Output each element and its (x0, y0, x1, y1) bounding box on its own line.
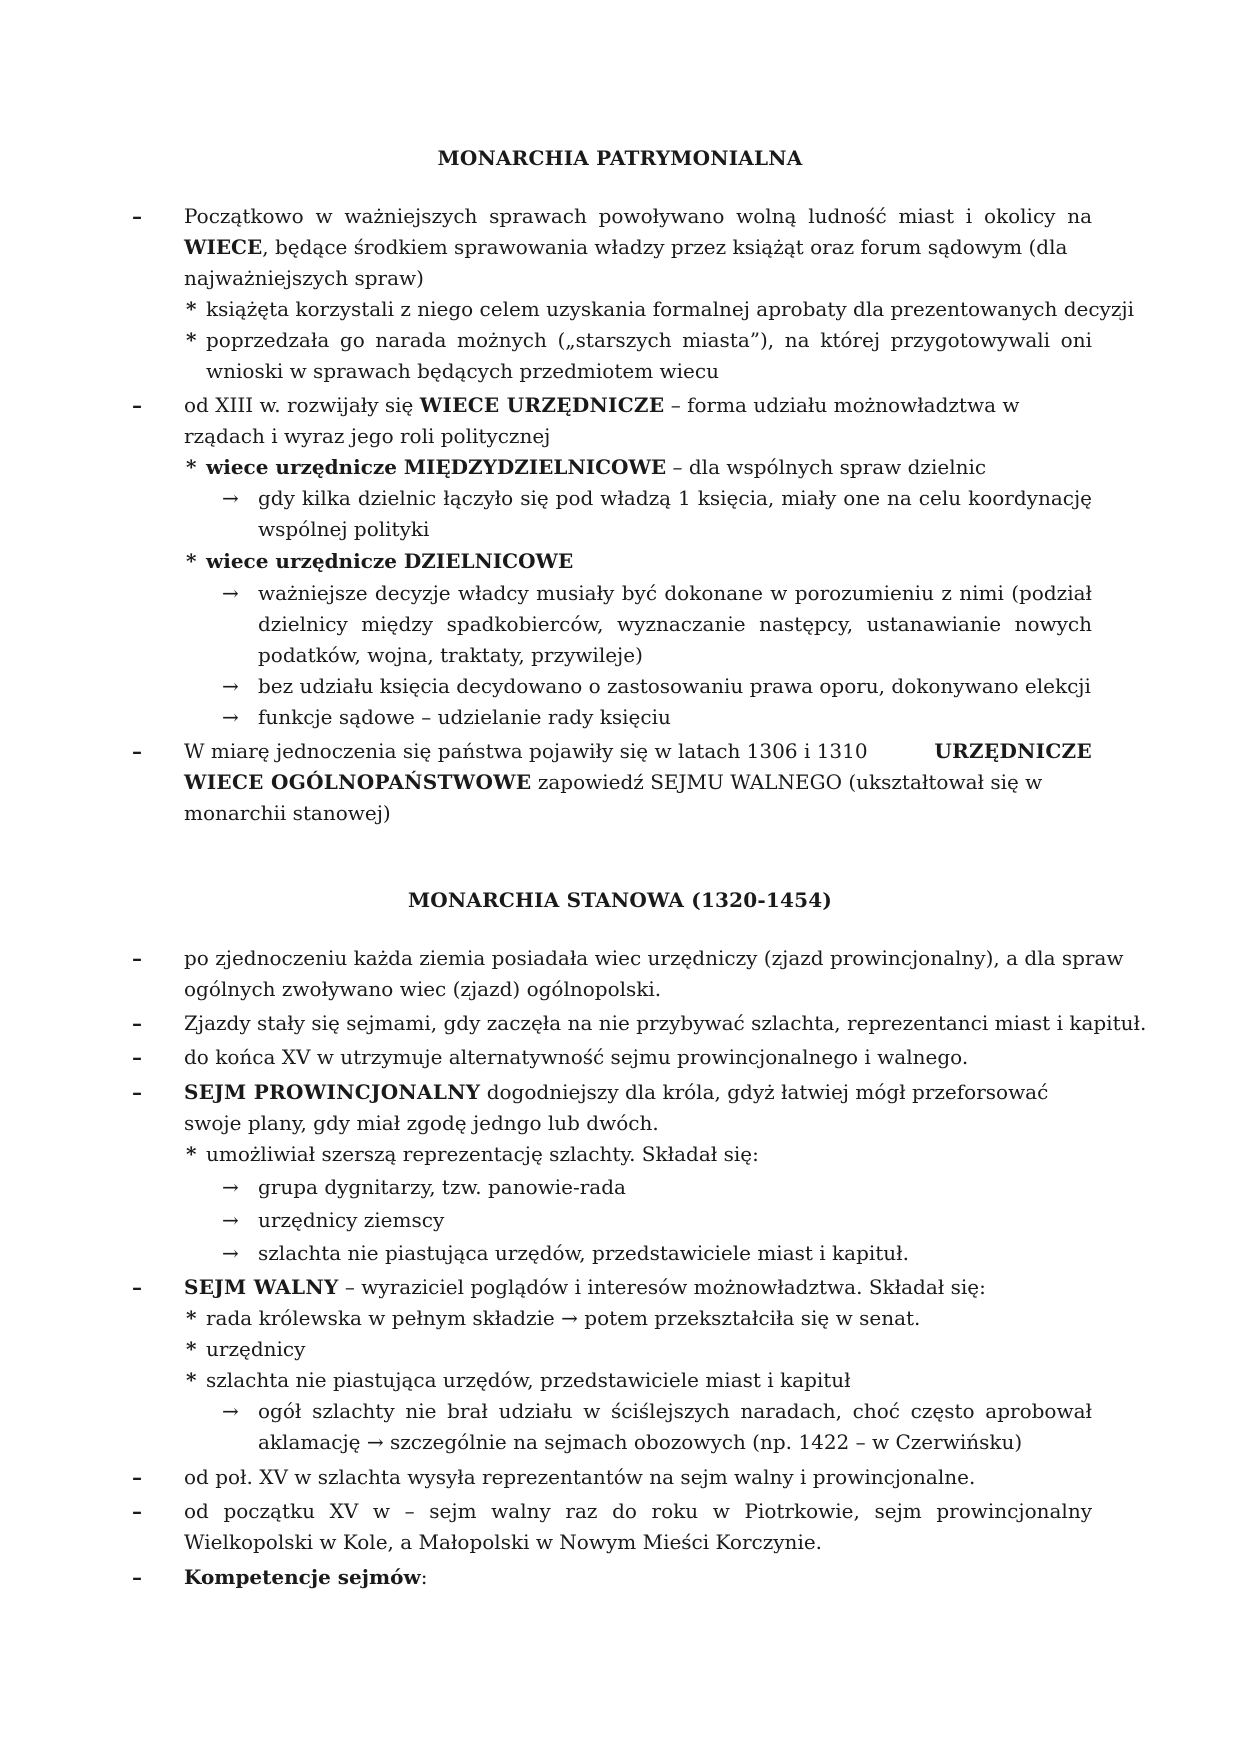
paragraph-line: od początku XV w – sejm walny raz do roku w Piotrkowie, sejm prowincjonalny (184, 1499, 1092, 1523)
paragraph-line (184, 770, 1042, 794)
star-bullet: * (186, 1368, 197, 1392)
list-item: grupa dygnitarzy, tzw. panowie-rada (258, 1175, 626, 1199)
paragraph-text: W miarę jednoczenia się państwa pojawiły się w latach 1306 i 1310 (184, 739, 868, 763)
term-wiece-urzednicze: WIECE URZĘDNICZE (419, 393, 665, 417)
paragraph-line: ogólnych zwoływano wiec (zjazd) ogólnopolski. (184, 977, 662, 1001)
paragraph-text: : (420, 1565, 428, 1589)
list-item-text: aklamację (258, 1430, 367, 1454)
paragraph-line: monarchii stanowej) (184, 801, 391, 825)
list-item: szlachta nie piastująca urzędów, przedstawiciele miast i kapituł. (258, 1241, 910, 1265)
list-item: funkcje sądowe – udzielanie rady księciu (258, 705, 671, 729)
paragraph-line: Zjazdy stały się sejmami, gdy zaczęła na nie przybywać szlachta, reprezentanci miast i kapituł. (184, 1011, 1147, 1035)
dash-bullet: – (132, 1275, 142, 1299)
term-wiece: WIECE (184, 235, 263, 259)
paragraph-line (184, 235, 1092, 259)
paragraph-line: Początkowo w ważniejszych sprawach powoływano wolną ludność miast i okolicy na (184, 204, 1092, 228)
arrow-bullet: → (222, 1208, 239, 1232)
list-item: ogół szlachty nie brał udziału w ściślejszych naradach, choć często aprobował (258, 1399, 1092, 1423)
arrow-bullet: → (222, 705, 239, 729)
term-sejm-walny: SEJM WALNY (184, 1275, 339, 1299)
arrow-bullet: → (222, 1399, 239, 1423)
paragraph-text: – wyraziciel poglądów i interesów możnowładztwa. Składał się: (338, 1275, 986, 1299)
section-title-monarchia-stanowa: MONARCHIA STANOWA (1320-1454) (407, 888, 833, 912)
paragraph-line (184, 1565, 427, 1589)
list-item: wspólnej polityki (258, 517, 430, 541)
list-item-text: szczególnie na sejmach obozowych (np. 1422 – w Czerwińsku) (383, 1430, 1023, 1454)
dash-bullet: – (132, 393, 142, 417)
paragraph-line (184, 1275, 986, 1299)
list-item (258, 1430, 1022, 1454)
paragraph-text: zapowiedź SEJMU WALNEGO (ukształtował się w (531, 770, 1043, 794)
term-wiece-ogolnopanstwowe: WIECE OGÓLNOPAŃSTWOWE (184, 770, 532, 794)
paragraph-text: od XIII w. rozwijały się (184, 393, 420, 417)
paragraph-line: do końca XV w utrzymuje alternatywność sejmu prowincjonalnego i walnego. (184, 1045, 969, 1069)
dash-bullet: – (132, 1045, 142, 1069)
paragraph-line (184, 739, 1092, 763)
list-item: dzielnicy między spadkobierców, wyznaczanie następcy, ustanawianie nowych (258, 612, 1092, 636)
paragraph-line: rządach i wyraz jego roli politycznej (184, 424, 551, 448)
dash-bullet: – (132, 1565, 142, 1589)
list-item (206, 549, 573, 573)
list-item-text: – dla wspólnych spraw dzielnic (666, 455, 987, 479)
arrow-bullet: → (222, 674, 239, 698)
term-dzielnicowe: wiece urzędnicze DZIELNICOWE (206, 549, 574, 573)
list-item: podatków, wojna, traktaty, przywileje) (258, 643, 643, 667)
list-item: urzędnicy (206, 1337, 306, 1361)
star-bullet: * (186, 455, 197, 479)
arrow-bullet: → (222, 1241, 239, 1265)
paragraph-line: swoje plany, gdy miał zgodę jedngo lub dwóch. (184, 1111, 659, 1135)
arrow-bullet: → (222, 581, 239, 605)
term-sejm-prowincjonalny: SEJM PROWINCJONALNY (184, 1080, 481, 1104)
dash-bullet: – (132, 204, 142, 228)
arrow-bullet: → (222, 486, 239, 510)
star-bullet: * (186, 1337, 197, 1361)
list-item: książęta korzystali z niego celem uzyskania formalnej aprobaty dla prezentowanych decyzji (206, 297, 1134, 321)
term-kompetencje-sejmow: Kompetencje sejmów (184, 1565, 421, 1589)
arrow-icon: → (366, 1430, 384, 1454)
list-item-text: rada królewska w pełnym składzie (206, 1306, 562, 1330)
star-bullet: * (186, 549, 197, 573)
star-bullet: * (186, 297, 197, 321)
dash-bullet: – (132, 1011, 142, 1035)
arrow-icon: → (561, 1306, 578, 1330)
paragraph-text: – forma udziału możnowładztwa w (664, 393, 1020, 417)
dash-bullet: – (132, 1080, 142, 1104)
star-bullet: * (186, 1306, 197, 1330)
paragraph-line (184, 1080, 1048, 1104)
list-item-text: potem przekształciła się w senat. (577, 1306, 921, 1330)
arrow-bullet: → (222, 1175, 239, 1199)
dash-bullet: – (132, 1499, 142, 1523)
list-item: ważniejsze decyzje władcy musiały być dokonane w porozumieniu z nimi (podział (258, 581, 1092, 605)
paragraph-text: dogodniejszy dla króla, gdyż łatwiej mógł przeforsować (480, 1080, 1049, 1104)
dash-bullet: – (132, 1465, 142, 1489)
paragraph-text: , będące środkiem sprawowania władzy przez książąt oraz forum sądowym (dla (262, 235, 1068, 259)
list-item (206, 1306, 920, 1330)
list-item: urzędnicy ziemscy (258, 1208, 445, 1232)
list-item: wnioski w sprawach będących przedmiotem wiecu (206, 359, 719, 383)
list-item: gdy kilka dzielnic łączyło się pod władzą 1 księcia, miały one na celu koordynację (258, 486, 1092, 510)
star-bullet: * (186, 328, 197, 352)
list-item: szlachta nie piastująca urzędów, przedstawiciele miast i kapituł (206, 1368, 851, 1392)
list-item: bez udziału księcia decydowano o zastosowaniu prawa oporu, dokonywano elekcji (258, 674, 1091, 698)
term-urzednicze: URZĘDNICZE (934, 739, 1092, 763)
dash-bullet: – (132, 739, 142, 763)
star-bullet: * (186, 1142, 197, 1166)
dash-bullet: – (132, 946, 142, 970)
paragraph-line: Wielkopolski w Kole, a Małopolski w Nowym Mieści Korczynie. (184, 1530, 823, 1554)
paragraph-line: od poł. XV w szlachta wysyła reprezentantów na sejm walny i prowincjonalne. (184, 1465, 976, 1489)
list-item: umożliwiał szerszą reprezentację szlachty. Składał się: (206, 1142, 759, 1166)
term-miedzydzielnicowe: wiece urzędnicze MIĘDZYDZIELNICOWE (206, 455, 667, 479)
paragraph-line: po zjednoczeniu każda ziemia posiadała wiec urzędniczy (zjazd prowincjonalny), a dla spraw (184, 946, 1124, 970)
paragraph-line: najważniejszych spraw) (184, 266, 424, 290)
list-item (206, 455, 986, 479)
section-title-monarchia-patrymonialna: MONARCHIA PATRYMONIALNA (437, 146, 803, 170)
paragraph-line (184, 393, 1020, 417)
list-item: poprzedzała go narada możnych („starszych miasta”), na której przygotowywali oni (206, 328, 1092, 352)
